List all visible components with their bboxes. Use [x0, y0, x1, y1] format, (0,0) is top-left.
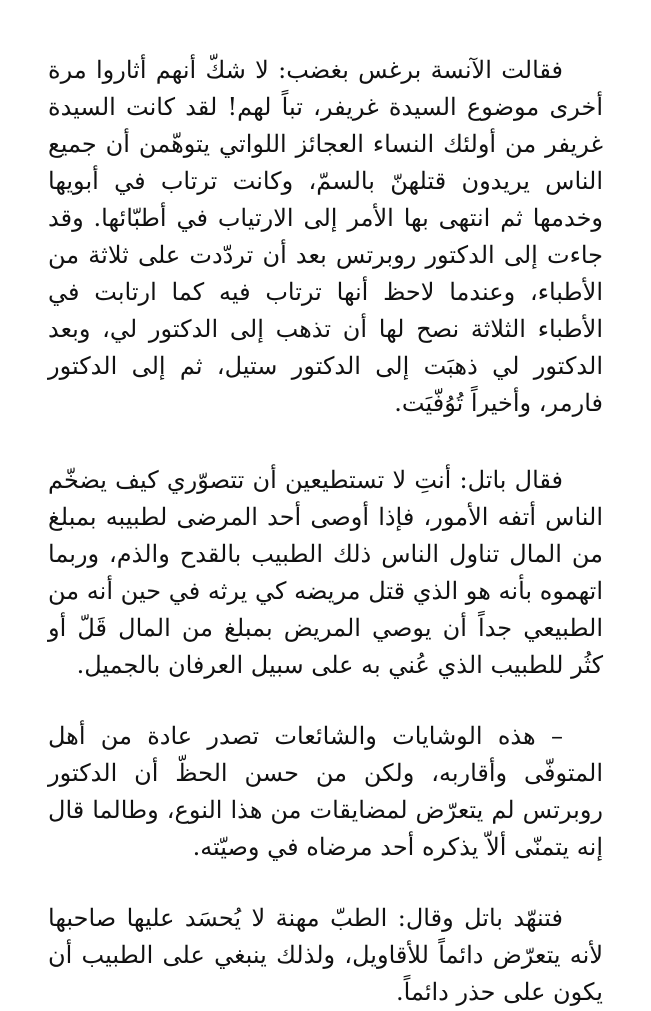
paragraph-2: فقال باتل: أنتِ لا تستطيعين أن تتصوّري كيف يضخّم الناس أتفه الأمور، فإذا أوصى أحد المرضى لطبيبه بمبلغ من المال تناول الناس ذلك الطبيب بالقدح والذم، وربما اتهموه بأنه هو الذي قتل مريضه كي يرثه في حين أنه من الطبيعي جداً أن يوصي المريض بمبلغ من المال قَلّ أو كثُر للطبيب الذي عُني به على سبيل العرفان بالجميل. [48, 466, 603, 679]
paragraph-3: – هذه الوشايات والشائعات تصدر عادة من أهل المتوفّى وأقاربه، ولكن من حسن الحظّ أن الدكتور روبرتس لم يتعرّض لمضايقات من هذا النوع، وطالما قال إنه يتمنّى ألاّ يذكره أحد مرضاه في وصيّته. [48, 722, 603, 861]
paragraph-1: فقالت الآنسة برغس بغضب: لا شكّ أنهم أثاروا مرة أخرى موضوع السيدة غريفر، تباً لهم! لقد كانت السيدة غريفر من أولئك النساء العجائز اللواتي يتوهّمن أن جميع الناس يريدون قتلهنّ بالسمّ، وكانت ترتاب في أبويها وخدمها ثم انتهى بها الأمر إلى الارتياب في أطبّائها. وقد جاءت إلى الدكتور روبرتس بعد أن تردّدت على ثلاثة من الأطباء، وعندما لاحظ أنها ترتاب فيه كما ارتابت في الأطباء الثلاثة نصح لها أن تذهب إلى الدكتور لي، وبعد الدكتور لي ذهبَت إلى الدكتور ستيل، ثم إلى الدكتور فارمر، وأخيراً تُوُفّيَت. [48, 56, 603, 417]
paragraph-4: فتنهّد باتل وقال: الطبّ مهنة لا يُحسَد عليها صاحبها لأنه يتعرّض دائماً للأقاويل، ولذلك ينبغي على الطبيب أن يكون على حذر دائماً. [48, 904, 603, 1006]
